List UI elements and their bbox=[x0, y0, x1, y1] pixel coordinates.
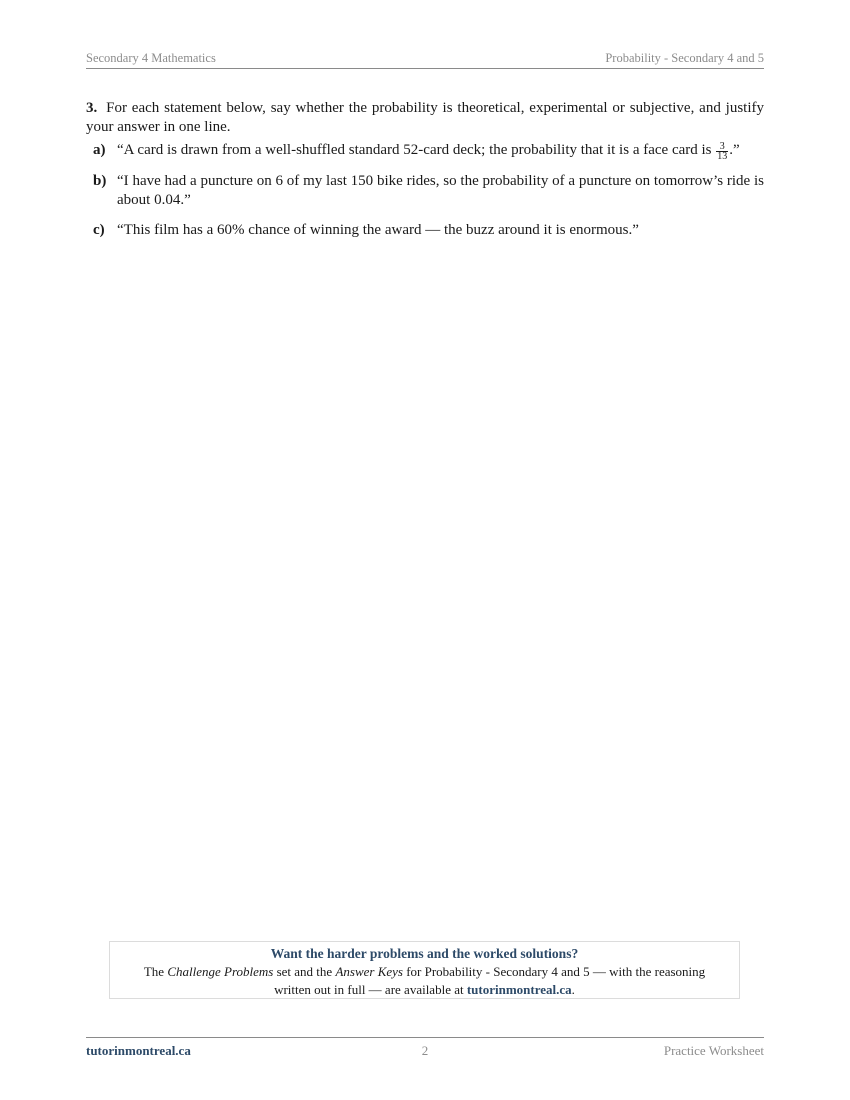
promo-site-link[interactable]: tutorinmontreal.ca bbox=[466, 982, 572, 997]
part-b bbox=[86, 172, 764, 210]
footer-site-link[interactable]: tutorinmontreal.ca bbox=[86, 1043, 191, 1058]
promo-text: for Probability - Secondary 4 and 5 — with the reasoning written out in full — are available at bbox=[274, 964, 706, 997]
part-a-text: “A card is drawn from a well-shuffled standard 52-card deck; the probability that it is a face card is bbox=[117, 142, 716, 158]
part-b-text: “I have had a puncture on 6 of my last 150 bike rides, so the probability of a puncture on tomorrow’s ride is about 0.04.” bbox=[117, 173, 764, 208]
part-a bbox=[86, 141, 764, 161]
page-header bbox=[86, 50, 764, 69]
header-course-title: Secondary 4 Mathematics bbox=[86, 51, 216, 65]
promo-text: set and the bbox=[273, 964, 336, 979]
part-label: c) bbox=[93, 222, 105, 238]
header-topic-title: Probability - Secondary 4 and 5 bbox=[605, 51, 764, 65]
problem-stem bbox=[86, 99, 764, 137]
promo-box bbox=[109, 941, 740, 999]
problem-number: 3. bbox=[86, 100, 98, 116]
promo-text: The bbox=[143, 964, 168, 979]
part-c-text: “This film has a 60% chance of winning the award — the buzz around it is enormous.” bbox=[117, 222, 639, 238]
footer-worksheet-label: Practice Worksheet bbox=[663, 1043, 764, 1058]
part-label: a) bbox=[93, 142, 106, 158]
promo-challenge-problems: Challenge Problems bbox=[167, 964, 274, 979]
part-a-text-end: .” bbox=[729, 142, 740, 158]
problem-stem-text: For each statement below, say whether the probability is theoretical, experimental or subjective, and justify your answer in one line. bbox=[86, 100, 765, 135]
fraction-denominator: 13 bbox=[717, 151, 728, 162]
part-c bbox=[86, 221, 764, 240]
footer-page-number: 2 bbox=[421, 1043, 429, 1058]
promo-answer-keys: Answer Keys bbox=[335, 964, 403, 979]
promo-title: Want the harder problems and the worked solutions? bbox=[270, 946, 579, 961]
problem-parts bbox=[86, 141, 764, 240]
page-footer bbox=[86, 1037, 764, 1060]
promo-text: . bbox=[571, 982, 575, 997]
fraction-numerator: 3 bbox=[716, 142, 728, 152]
promo-body bbox=[110, 963, 739, 999]
part-label: b) bbox=[93, 173, 107, 189]
problem-3 bbox=[86, 99, 764, 251]
fraction bbox=[716, 142, 728, 161]
